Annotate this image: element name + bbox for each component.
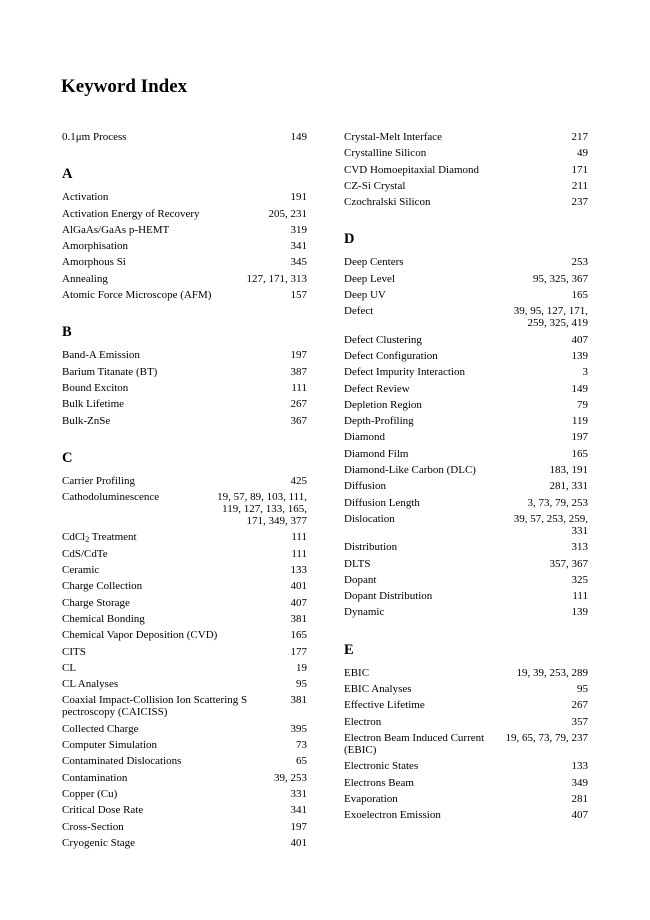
index-entry (344, 272, 588, 288)
index-entry (62, 771, 307, 787)
index-pages: 111 (572, 590, 588, 603)
index-term: Effective Lifetime (344, 699, 425, 712)
index-term: Electron (344, 715, 382, 728)
index-term: Contaminated Dislocations (62, 755, 182, 768)
index-pages: 407 (571, 333, 588, 346)
index-entry (62, 612, 307, 628)
index-entry (62, 803, 307, 819)
index-entry (62, 272, 307, 288)
index-pages: 165 (571, 289, 588, 302)
index-entry (344, 698, 588, 714)
index-pages: 49 (577, 147, 588, 160)
index-term: Coaxial Impact-Collision Ion Scattering S pectroscopy (CAICISS) (62, 694, 248, 719)
index-term: CVD Homoepitaxial Diamond (344, 163, 480, 176)
index-term: AlGaAs/GaAs p-HEMT (62, 223, 170, 236)
index-pages: 281, 331 (549, 480, 588, 493)
index-term: Defect Configuration (344, 349, 438, 362)
index-entry (344, 447, 588, 463)
index-term: Defect Clustering (344, 333, 422, 346)
index-entry (344, 666, 588, 682)
index-entry (62, 474, 307, 490)
index-entry (344, 163, 588, 179)
index-term: CITS (62, 645, 86, 658)
index-pages: 407 (290, 596, 307, 609)
index-entry (344, 349, 588, 365)
index-term: Chemical Vapor Deposition (CVD) (62, 629, 218, 642)
index-entry (344, 333, 588, 349)
index-term: Depth-Profiling (344, 415, 414, 428)
index-entry (344, 715, 588, 731)
index-pages: 3 (582, 366, 588, 379)
index-term: Bound Exciton (62, 381, 129, 394)
index-term: Charge Storage (62, 596, 130, 609)
index-pages: 319 (290, 223, 307, 236)
index-pages: 325 (571, 573, 588, 586)
index-pages: 3, 73, 79, 253 (527, 496, 588, 509)
index-term: Electrons Beam (344, 776, 414, 789)
index-entry (62, 255, 307, 271)
index-entry (62, 207, 307, 223)
index-term (62, 531, 291, 543)
index-term: Diamond-Like Carbon (DLC) (344, 464, 476, 477)
index-term: Copper (Cu) (62, 787, 118, 800)
index-entry (344, 255, 588, 271)
section-letter: B (62, 324, 72, 341)
index-pages: 19, 65, 73, 79, 237 (505, 731, 588, 744)
index-pages: 165 (290, 629, 307, 642)
index-term: Electron Beam Induced Current (EBIC) (344, 731, 485, 756)
index-entry (344, 382, 588, 398)
section-letter: E (344, 641, 354, 658)
index-term: Evaporation (344, 792, 398, 805)
index-entry (344, 365, 588, 381)
index-entry (62, 547, 307, 563)
index-entry (62, 836, 307, 852)
index-entry (62, 645, 307, 661)
index-term: EBIC (344, 666, 370, 679)
index-pages: 267 (571, 699, 588, 712)
index-pages: 95 (577, 683, 588, 696)
index-term: 0.1μm Process (62, 131, 127, 143)
index-entry (62, 223, 307, 239)
index-entry (62, 397, 307, 413)
index-pages: 253 (571, 256, 588, 269)
index-pages: 73 (296, 739, 307, 752)
index-entry (344, 179, 588, 195)
index-entry (344, 605, 588, 621)
index-section-e (344, 641, 588, 825)
index-pages: 349 (571, 776, 588, 789)
index-section-d (344, 230, 588, 621)
index-entry (344, 682, 588, 698)
index-pages: 133 (290, 564, 307, 577)
index-term: Barium Titanate (BT) (62, 365, 158, 378)
index-pages: 211 (571, 179, 588, 192)
index-entry (62, 738, 307, 754)
index-entry (62, 381, 307, 397)
index-entry (344, 146, 588, 162)
index-entry (62, 820, 307, 836)
index-pages: 197 (290, 349, 307, 362)
index-pages: 381 (290, 612, 307, 625)
index-pages: 171 (571, 163, 588, 176)
index-section-continued (62, 130, 307, 146)
index-term-subscript: 2 (85, 535, 90, 545)
index-term: Czochralski Silicon (344, 196, 431, 209)
index-entry (344, 130, 588, 146)
index-term: Diffusion Length (344, 496, 420, 509)
index-term: Cryogenic Stage (62, 836, 136, 849)
index-pages: 95, 325, 367 (533, 272, 588, 285)
index-pages: 139 (571, 606, 588, 619)
index-term: Computer Simulation (62, 739, 158, 752)
index-pages: 19, 57, 89, 103, 111, 119, 127, 133, 165, 171, 349, 377 (217, 491, 307, 528)
index-pages: 191 (290, 191, 307, 204)
index-pages: 387 (290, 365, 307, 378)
index-pages: 111 (291, 381, 307, 394)
index-term: CL Analyses (62, 678, 119, 691)
index-term: Dislocation (344, 512, 395, 525)
index-term: DLTS (344, 557, 371, 570)
index-entry (62, 579, 307, 595)
index-pages: 119 (571, 415, 588, 428)
index-section-c (62, 449, 307, 852)
index-entry (344, 589, 588, 605)
index-entry (344, 759, 588, 775)
index-pages: 149 (571, 382, 588, 395)
index-term: Crystalline Silicon (344, 147, 427, 160)
index-term-tail: Treatment (89, 531, 137, 544)
index-pages: 395 (290, 722, 307, 735)
index-pages: 401 (290, 836, 307, 849)
index-term: Chemical Bonding (62, 612, 145, 625)
index-pages: 197 (571, 431, 588, 444)
index-term: Distribution (344, 541, 398, 554)
index-entry (62, 414, 307, 430)
index-term: Annealing (62, 272, 108, 285)
index-term: Amorphisation (62, 240, 128, 253)
index-entry (344, 792, 588, 808)
index-entry (344, 195, 588, 211)
index-entry (62, 190, 307, 206)
index-term: Crystal-Melt Interface (344, 131, 443, 143)
index-term: Exoelectron Emission (344, 809, 441, 822)
index-pages: 267 (290, 398, 307, 411)
index-pages: 177 (290, 645, 307, 658)
index-pages: 95 (296, 678, 307, 691)
index-pages: 111 (291, 547, 307, 560)
index-term: Critical Dose Rate (62, 804, 144, 817)
index-entry (62, 530, 307, 546)
index-entry (62, 722, 307, 738)
index-entry (62, 754, 307, 770)
index-entry (344, 540, 588, 556)
index-pages: 281 (571, 792, 588, 805)
index-pages: 127, 171, 313 (246, 272, 307, 285)
index-term: CL (62, 661, 77, 674)
index-term: Deep Level (344, 272, 395, 285)
section-letter: C (62, 449, 73, 466)
index-term: Dynamic (344, 606, 385, 619)
index-term: Defect (344, 305, 374, 318)
index-term: Carrier Profiling (62, 474, 136, 487)
index-entry (62, 288, 307, 304)
index-section-a (62, 165, 307, 304)
index-entry (62, 787, 307, 803)
index-entry (62, 563, 307, 579)
index-entry (62, 677, 307, 693)
index-pages: 139 (571, 349, 588, 362)
index-pages: 237 (571, 196, 588, 209)
index-pages: 345 (290, 256, 307, 269)
index-entry (344, 731, 588, 759)
index-column-right (344, 130, 588, 843)
index-pages: 111 (291, 531, 307, 544)
index-pages: 65 (296, 755, 307, 768)
index-term: Activation (62, 191, 109, 204)
section-letter: A (62, 166, 73, 183)
section-letter: D (344, 231, 355, 248)
index-term: Dopant Distribution (344, 590, 433, 603)
index-entry (62, 348, 307, 364)
index-term: Contamination (62, 771, 128, 784)
index-section-b (62, 323, 307, 429)
index-term: Defect Review (344, 382, 410, 395)
index-entry (62, 239, 307, 255)
index-entry (344, 430, 588, 446)
index-term: Diamond Film (344, 447, 409, 460)
index-term: Defect Impurity Interaction (344, 366, 465, 379)
index-entry (344, 496, 588, 512)
index-entry (62, 596, 307, 612)
index-pages: 133 (571, 760, 588, 773)
index-pages: 183, 191 (549, 464, 588, 477)
index-pages: 39, 253 (274, 771, 307, 784)
index-pages: 407 (571, 809, 588, 822)
index-term: Ceramic (62, 564, 100, 577)
index-term: Deep UV (344, 289, 386, 302)
index-term: Activation Energy of Recovery (62, 207, 200, 220)
index-pages: 381 (290, 694, 307, 707)
index-pages: 425 (290, 474, 307, 487)
index-entry (62, 693, 307, 721)
index-pages: 367 (290, 414, 307, 427)
index-pages: 197 (290, 820, 307, 833)
index-section-continued (344, 130, 588, 211)
index-term: Band-A Emission (62, 349, 140, 362)
index-entry (62, 365, 307, 381)
index-term: Atomic Force Microscope (AFM) (62, 289, 212, 302)
index-pages: 341 (290, 804, 307, 817)
index-term: Electronic States (344, 760, 419, 773)
index-entry (344, 512, 588, 540)
index-pages: 79 (577, 398, 588, 411)
index-entry (344, 304, 588, 332)
index-pages: 157 (290, 289, 307, 302)
index-pages: 313 (571, 541, 588, 554)
index-pages: 165 (571, 447, 588, 460)
index-pages: 19 (296, 661, 307, 674)
index-term: Cross-Section (62, 820, 124, 833)
index-term: Diamond (344, 431, 385, 444)
index-entry (62, 628, 307, 644)
index-pages: 331 (290, 787, 307, 800)
index-pages: 19, 39, 253, 289 (516, 666, 588, 679)
index-term: Deep Centers (344, 256, 404, 269)
index-entry (344, 463, 588, 479)
index-pages: 205, 231 (268, 207, 307, 220)
index-entry (344, 808, 588, 824)
index-pages: 357 (571, 715, 588, 728)
index-pages: 39, 57, 253, 259, 331 (513, 512, 588, 537)
index-pages: 217 (571, 131, 588, 143)
index-term: Dopant (344, 573, 377, 586)
index-term: CdS/CdTe (62, 547, 108, 560)
index-entry (62, 130, 307, 146)
index-term: Depletion Region (344, 398, 422, 411)
index-entry (344, 288, 588, 304)
index-term: Bulk-ZnSe (62, 414, 111, 427)
page-title: Keyword Index (61, 76, 188, 97)
index-term: Charge Collection (62, 580, 143, 593)
index-entry (344, 776, 588, 792)
index-entry (344, 557, 588, 573)
index-entry (344, 398, 588, 414)
index-pages: 149 (290, 131, 307, 143)
index-entry (344, 414, 588, 430)
index-column-left (62, 130, 307, 871)
index-entry (344, 573, 588, 589)
index-term: Bulk Lifetime (62, 398, 125, 411)
index-term: CZ-Si Crystal (344, 179, 406, 192)
index-pages: 341 (290, 240, 307, 253)
index-pages: 357, 367 (549, 557, 588, 570)
index-term: Diffusion (344, 480, 386, 493)
index-term: Collected Charge (62, 722, 139, 735)
index-entry (344, 479, 588, 495)
index-pages: 401 (290, 580, 307, 593)
index-term: EBIC Analyses (344, 683, 412, 696)
index-pages: 39, 95, 127, 171, 259, 325, 419 (513, 305, 588, 330)
index-term-text: CdCl (62, 531, 86, 544)
index-entry (62, 661, 307, 677)
index-term: Cathodoluminescence (62, 491, 160, 504)
index-term: Amorphous Si (62, 256, 126, 269)
index-entry (62, 490, 307, 530)
